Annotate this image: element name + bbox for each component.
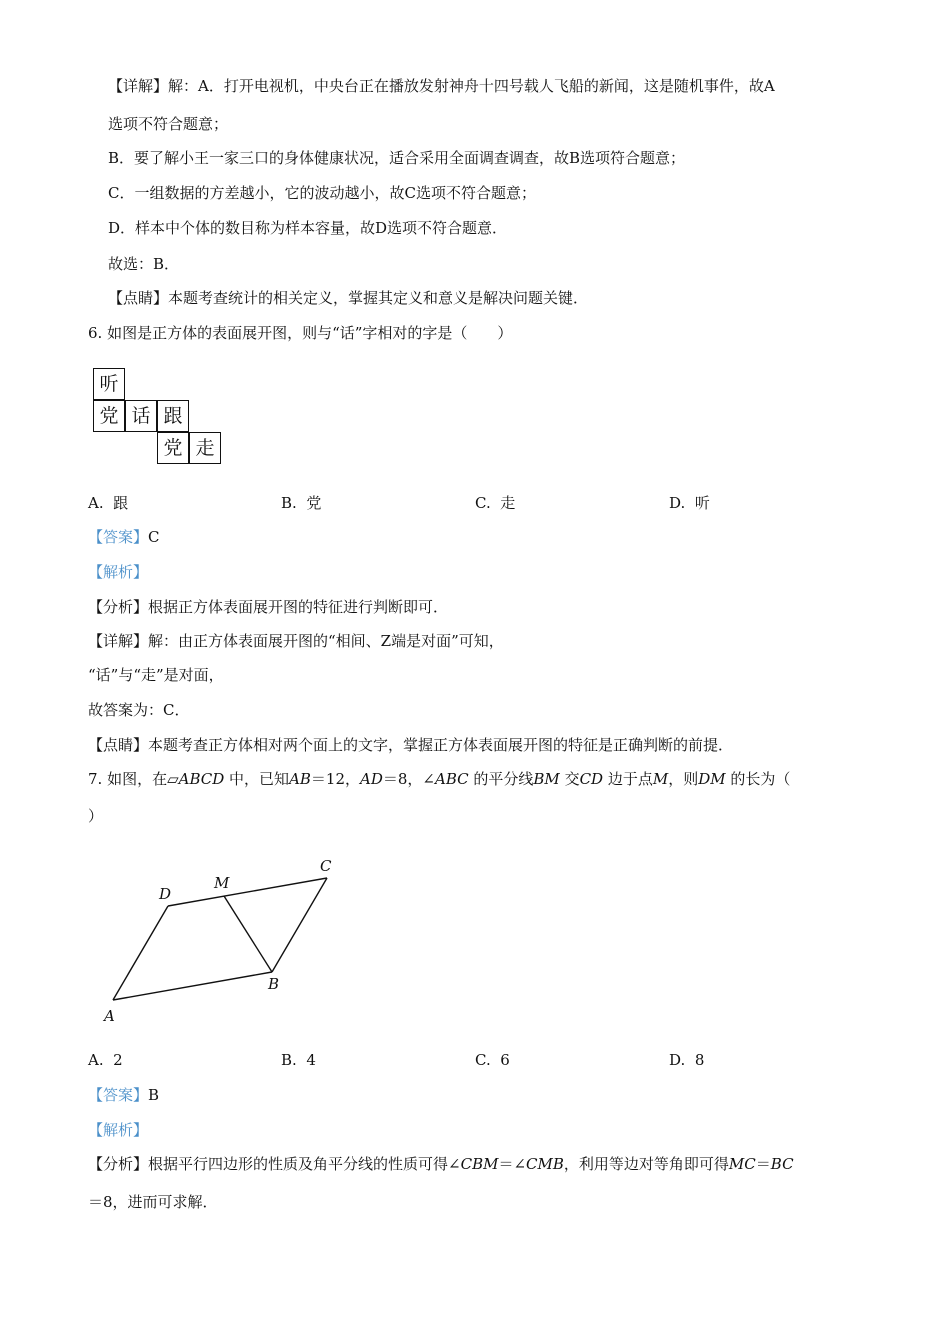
q6-option-a-text: 跟 <box>113 494 129 512</box>
q7-stem-part: ＝8，∠ <box>382 770 435 788</box>
q7-option-b-text: 4 <box>306 1051 316 1069</box>
q6-option-c-text: 走 <box>500 494 516 512</box>
label-a: A <box>104 1007 115 1025</box>
cube-net-figure <box>93 368 228 468</box>
q6-option-d-text: 听 <box>694 494 710 512</box>
q6-analysis-label: 【解析】 <box>88 563 149 581</box>
q5-detail-text: 解：A．打开电视机，中央台正在播放发射神舟十四号载人飞船的新闻，这是随机事件，故A <box>168 77 775 95</box>
q6-option-b-letter: B. <box>281 494 297 512</box>
q7-fenxi-part: ＝∠ <box>498 1155 527 1173</box>
q7-stem-part: 的长为（ <box>725 770 791 788</box>
q7-stem <box>88 769 790 789</box>
q7-stem-close: ） <box>88 807 104 825</box>
q6-conclusion: 故答案为：C． <box>88 701 190 719</box>
q6-detail-label: 【详解】 <box>88 632 149 650</box>
q7-answer: B <box>148 1086 160 1104</box>
net-cell-ting: 听 <box>93 368 125 400</box>
q7-option-d <box>669 1050 704 1070</box>
q7-var-ad: AD <box>360 770 383 788</box>
q7-analysis-label: 【解析】 <box>88 1121 149 1139</box>
q7-var-cmb: CMB <box>526 1155 564 1173</box>
q7-stem-part: 交 <box>559 770 580 788</box>
q7-answer-line <box>88 1085 159 1105</box>
q6-option-b <box>281 493 321 513</box>
segment-cd <box>168 878 327 906</box>
net-cell-hua: 话 <box>125 400 157 432</box>
q7-option-a <box>88 1050 123 1070</box>
q7-var-dm: DM <box>698 770 726 788</box>
q7-stem-part: 7. 如图，在 <box>88 770 168 788</box>
q6-answer-line <box>88 527 160 547</box>
q7-stem-part: 中，已知 <box>224 770 290 788</box>
q7-var-abc: ABC <box>435 770 469 788</box>
q7-stem-part: 边于点 <box>603 770 653 788</box>
q7-fenxi-wrap: ＝8，进而可求解． <box>88 1193 218 1211</box>
net-cell-dang-1: 党 <box>93 400 125 432</box>
q6-option-d <box>669 493 710 513</box>
q5-option-b: B．要了解小王一家三口的身体健康状况，适合采用全面调查调查，故B选项符合题意； <box>108 149 686 167</box>
q5-choose: 故选：B． <box>108 255 180 273</box>
q7-option-a-text: 2 <box>113 1051 123 1069</box>
q7-var-cd: CD <box>579 770 604 788</box>
q5-detail-line <box>108 76 775 96</box>
q7-var-abcd: ABCD <box>178 770 225 788</box>
q7-stem-part: ＝12， <box>310 770 361 788</box>
q6-fenxi-text: 根据正方体表面展开图的特征进行判断即可． <box>148 598 449 616</box>
q7-var-bc: BC <box>770 1155 794 1173</box>
q6-detail-2: “话”与“走”是对面， <box>88 666 224 684</box>
q6-option-a <box>88 493 128 513</box>
parallelogram-figure <box>98 852 348 1032</box>
q7-stem-part: ，则 <box>668 770 699 788</box>
q6-option-a-letter: A. <box>88 494 104 512</box>
q6-point-line <box>88 735 733 755</box>
q7-fenxi-part: ＝ <box>755 1155 771 1173</box>
q5-option-d: D．样本中个体的数目称为样本容量，故D选项不符合题意． <box>108 219 508 237</box>
q6-detail-text: 解：由正方体表面展开图的“相间、Z端是对面”可知， <box>148 632 504 650</box>
q6-stem: 6. 如图是正方体的表面展开图，则与“话”字相对的字是（ ） <box>88 324 513 342</box>
q6-option-c <box>475 493 515 513</box>
q7-stem-part: 的平分线 <box>468 770 534 788</box>
q6-answer: C <box>148 528 160 546</box>
segment-ab <box>113 972 272 1000</box>
q7-var-m: M <box>652 770 669 788</box>
q7-option-c-letter: C. <box>475 1051 491 1069</box>
q7-fenxi-part: ，利用等边对等角即可得 <box>563 1155 729 1173</box>
q7-var-ab: AB <box>289 770 311 788</box>
q5-point-text: 本题考查统计的相关定义，掌握其定义和意义是解决问题关键． <box>168 289 589 307</box>
q5-option-c: C．一组数据的方差越小，它的波动越小，故C选项不符合题意； <box>108 184 536 202</box>
q6-detail-line <box>88 631 504 651</box>
q7-option-d-text: 8 <box>694 1051 705 1069</box>
q5-point-line <box>108 288 588 308</box>
q7-var-bm: BM <box>533 770 560 788</box>
segment-bc <box>272 878 327 972</box>
q5-detail-wrap: 选项不符合题意； <box>108 115 229 133</box>
q6-point-label: 【点睛】 <box>88 736 149 754</box>
q7-option-a-letter: A. <box>88 1051 104 1069</box>
q6-answer-label: 【答案】 <box>88 528 149 546</box>
q7-option-c-text: 6 <box>500 1051 510 1069</box>
q7-fenxi-line <box>88 1154 794 1174</box>
q7-var-cbm: CBM <box>460 1155 499 1173</box>
q6-fenxi-line <box>88 597 448 617</box>
q7-fenxi-label: 【分析】 <box>88 1155 149 1173</box>
label-b: B <box>268 975 280 993</box>
q5-point-label: 【点睛】 <box>108 289 169 307</box>
net-cell-dang-2: 党 <box>157 432 189 464</box>
q6-option-b-text: 党 <box>306 494 322 512</box>
label-c: C <box>320 857 332 875</box>
q7-option-c <box>475 1050 510 1070</box>
q7-option-d-letter: D. <box>669 1051 686 1069</box>
q6-point-text: 本题考查正方体相对两个面上的文字，掌握正方体表面展开图的特征是正确判断的前提． <box>148 736 734 754</box>
q6-fenxi-label: 【分析】 <box>88 598 149 616</box>
q7-var-mc: MC <box>728 1155 756 1173</box>
q6-option-d-letter: D. <box>669 494 686 512</box>
q7-answer-label: 【答案】 <box>88 1086 149 1104</box>
parallelogram-symbol: ▱ <box>167 770 179 788</box>
label-d: D <box>159 885 172 903</box>
segment-bm <box>224 896 272 972</box>
segment-da <box>113 906 168 1000</box>
q5-detail-label: 【详解】 <box>108 77 169 95</box>
label-m: M <box>214 874 230 892</box>
net-cell-zou: 走 <box>189 432 221 464</box>
q7-fenxi-part: 根据平行四边形的性质及角平分线的性质可得∠ <box>148 1155 461 1173</box>
q6-option-c-letter: C. <box>475 494 491 512</box>
q7-option-b-letter: B. <box>281 1051 297 1069</box>
q7-option-b <box>281 1050 316 1070</box>
net-cell-gen: 跟 <box>157 400 189 432</box>
